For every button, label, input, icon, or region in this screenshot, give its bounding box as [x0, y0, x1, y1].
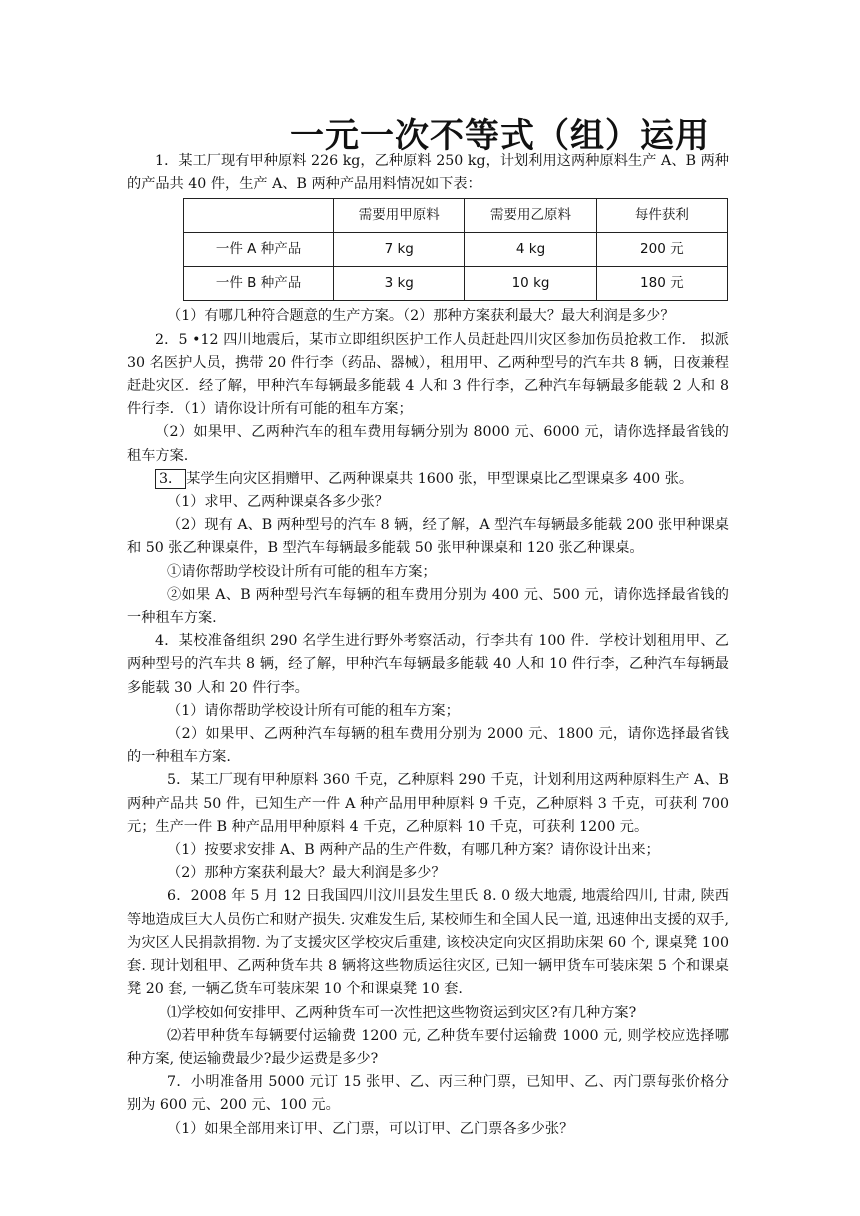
problem-3-sub-1: ①请你帮助学校设计所有可能的租车方案；	[167, 563, 437, 580]
table-cell: 3 kg	[334, 267, 465, 301]
problem-6-question-2: ⑵若甲种货车每辆要付运输费 1200 元, 乙种货车要付运输费 1000 元, 则学校应选择哪种方案, 使运输费最少?最少运费是多少?	[127, 1027, 729, 1067]
document-body	[127, 150, 729, 1141]
problem-7-question-1: （1）如果全部用来订甲、乙门票，可以订甲、乙门票各多少张？	[167, 1120, 574, 1137]
table-header-cell: 需要用甲原料	[334, 199, 465, 233]
table-cell: 一件 A 种产品	[184, 233, 334, 267]
problem-3-text: 某学生向灾区捐赠甲、乙两种课桌共 1600 张，甲型课桌比乙型课桌多 400 张。	[186, 470, 694, 487]
table-row	[184, 233, 728, 267]
problem-4-question-2: （2）如果甲、乙两种汽车每辆的租车费用分别为 2000 元、1800 元，请你选择最省钱的一种租车方案.	[127, 726, 729, 766]
table-row	[184, 267, 728, 301]
problem-3-question-2: （2）现有 A、B 两种型号的汽车 8 辆，经了解，A 型汽车每辆最多能载 200 张甲种课桌和 50 张乙种课桌件，B 型汽车每辆最多能载 50 张甲种课桌和 120 张乙种课桌。	[127, 517, 729, 557]
problem-1-questions: （1）有哪几种符合题意的生产方案。（2）那种方案获利最大？最大利润是多少？	[167, 308, 675, 325]
problem-3-question-1: （1）求甲、乙两种课桌各多少张？	[167, 494, 389, 511]
table-cell: 7 kg	[334, 233, 465, 267]
problem-4-intro: 4．某校准备组织 290 名学生进行野外考察活动，行李共有 100 件．学校计划租用甲、乙两种型号的汽车共 8 辆，经了解，甲种汽车每辆最多能载 40 人和 10 件行李，乙种汽车每辆最多能载 30 人和 20 件行李。	[127, 633, 729, 696]
table-header-cell: 每件获利	[596, 199, 727, 233]
table-cell: 200 元	[596, 233, 727, 267]
problem-3-sub-2: ②如果 A、B 两种型号汽车每辆的租车费用分别为 400 元、500 元，请你选择最省钱的一种租车方案.	[127, 586, 729, 627]
material-table	[183, 198, 728, 301]
problem-5-intro: 5．某工厂现有甲种原料 360 千克，乙种原料 290 千克，计划利用这两种原料生产 A、B 两种产品共 50 件，已知生产一件 A 种产品用甲种原料 9 千克，乙种原料 3 千克，可获利 700 元；生产一件 B 种产品用甲种原料 4 千克，乙种原料 10 千克，可获利 1200 元。	[127, 772, 729, 835]
problem-6-intro: 6．2008 年 5 月 12 日我国四川汶川县发生里氏 8. 0 级大地震, 地震给四川, 甘肃, 陕西等地造成巨大人员伤亡和财产损失. 灾难发生后, 某校师生和全国人民一道, 迅速伸出支援的双手, 为灾区人民捐款捐物. 为了支援灾区学校灾后重建, 该校决定向灾区捐助床架 60 个, 课桌凳 100 套. 现计划租甲、乙两种货车共 8 辆将这些物质运往灾区, 已知一辆甲货车可装床架 5 个和课桌凳 20 套, 一辆乙货车可装床架 10 个和课桌凳 10 套.	[127, 888, 729, 998]
problem-3-number-box: 3．	[155, 469, 186, 489]
problem-3-intro	[127, 468, 729, 491]
problem-7-intro: 7．小明准备用 5000 元订 15 张甲、乙、丙三种门票，已知甲、乙、丙门票每张价格分别为 600 元、200 元、100 元。	[127, 1074, 729, 1114]
table-header-row	[184, 199, 728, 233]
problem-2-question-2: （2）如果甲、乙两种汽车的租车费用每辆分别为 8000 元、6000 元，请你选择最省钱的租车方案.	[127, 424, 729, 464]
problem-5-question-2: （2）那种方案获利最大？最大利润是多少？	[167, 865, 446, 882]
problem-2-intro: 2．5 •12 四川地震后，某市立即组织医护工作人员赶赴四川灾区参加伤员抢救工作． 拟派 30 名医护人员，携带 20 件行李（药品、器械），租用甲、乙两种型号的汽车共 8 辆，日夜兼程赶赴灾区．经了解，甲种汽车每辆最多能载 4 人和 3 件行李，乙种汽车每辆最多能载 2 人和 8 件行李．（1）请你设计所有可能的租车方案；	[127, 331, 729, 418]
problem-6-question-1: ⑴学校如何安排甲、乙两种货车可一次性把这些物资运到灾区?有几种方案?	[167, 1004, 637, 1021]
problem-1-intro: 1．某工厂现有甲种原料 226 kg，乙种原料 250 kg，计划利用这两种原料生产 A、B 两种的产品共 40 件，生产 A、B 两种产品用料情况如下表：	[127, 153, 729, 193]
page-title: 一元一次不等式（组）运用	[290, 116, 710, 156]
table-cell: 4 kg	[465, 233, 596, 267]
problem-4-question-1: （1）请你帮助学校设计所有可能的租车方案；	[167, 702, 460, 719]
table-cell: 180 元	[596, 267, 727, 301]
table-header-cell	[184, 199, 334, 233]
problem-5-question-1: （1）按要求安排 A、B 两种产品的生产件数，有哪几种方案？请你设计出来；	[167, 842, 660, 859]
table-cell: 10 kg	[465, 267, 596, 301]
table-cell: 一件 B 种产品	[184, 267, 334, 301]
table-header-cell: 需要用乙原料	[465, 199, 596, 233]
